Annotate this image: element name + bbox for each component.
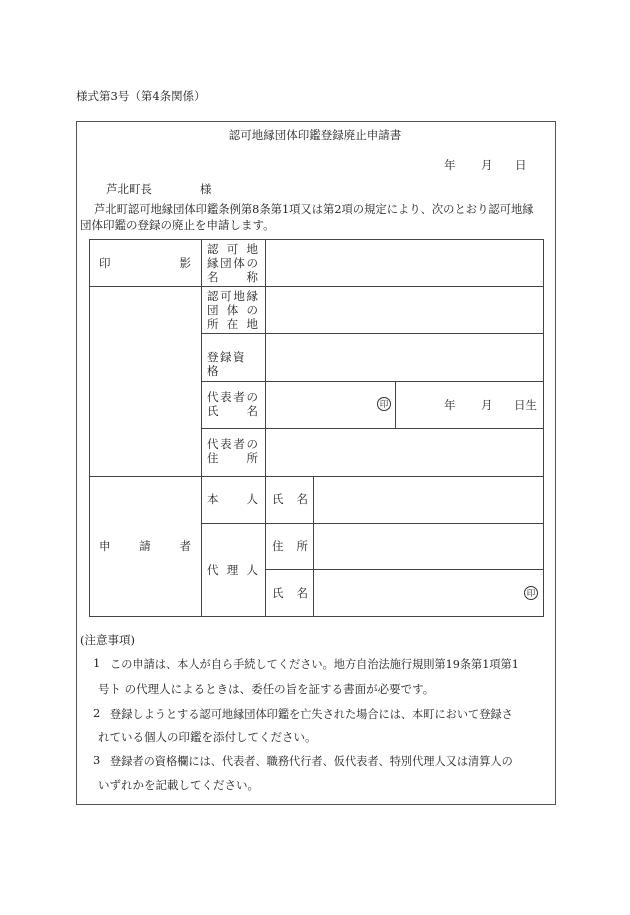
date-day: 日: [515, 158, 527, 172]
note-number: 3: [93, 753, 101, 767]
agent-address-label: 住 所: [272, 539, 308, 553]
notes-heading: (注意事項): [80, 633, 135, 647]
self-label: 本 人: [207, 492, 258, 506]
note-text-line2: れている個人の印鑑を添付してください。: [98, 730, 317, 744]
note-text-line1: この申請は、本人が自ら手続してください。地方自治法施行規則第19条第1項第1: [110, 658, 519, 671]
representative-address-field[interactable]: [266, 429, 543, 476]
seal-mark-icon: 印: [524, 586, 538, 600]
birth-month-label: 月: [481, 398, 493, 412]
registration-qualification-label: 登録資格: [207, 350, 246, 378]
note-text-line1: 登録者の資格欄には、代表者、職務代行者、仮代表者、特別代理人又は清算人の: [110, 755, 513, 768]
birth-day-label: 日生: [514, 398, 537, 412]
agent-address-field[interactable]: [314, 524, 543, 569]
seal-mark-icon: 印: [377, 397, 391, 411]
form-number: 様式第3号（第4条関係）: [76, 89, 206, 103]
self-name-field[interactable]: [314, 477, 543, 523]
date-month: 月: [481, 158, 493, 172]
representative-name-field[interactable]: [266, 382, 395, 428]
form-title: 認可地縁団体印鑑登録廃止申請書: [228, 128, 402, 142]
addressee-honorific: 様: [200, 182, 212, 196]
agent-label: 代 理 人: [207, 563, 258, 577]
note-text-line1: 登録しようとする認可地縁団体印鑑を亡失された場合には、本町において登録さ: [110, 708, 513, 721]
birth-year-label: 年: [444, 398, 456, 412]
table-line: [89, 239, 90, 616]
note-number: 2: [93, 706, 101, 720]
table-line: [395, 381, 396, 428]
note-text-line2: いずれかを記載してください。: [98, 778, 259, 792]
intro-text-line2: 団体印鑑の登録の廃止を申請します。: [80, 218, 275, 232]
org-address-field[interactable]: [266, 287, 543, 333]
date-year: 年: [444, 158, 456, 172]
self-name-label: 氏 名: [272, 492, 308, 506]
note-text-line2: 号ト の代理人によるときは、委任の旨を証する書面が必要です。: [98, 682, 435, 696]
agent-name-field[interactable]: [314, 570, 543, 616]
seal-impression-label: 印 影: [99, 256, 191, 270]
applicant-label: 申 請 者: [99, 539, 191, 553]
note-number: 1: [93, 656, 101, 670]
agent-name-label: 氏 名: [272, 586, 308, 600]
registration-qualification-field[interactable]: [266, 334, 543, 381]
org-name-field[interactable]: [266, 240, 543, 286]
table-line: [89, 616, 544, 617]
intro-text-line1: 芦北町認可地縁団体印鑑条例第8条第1項又は第2項の規定により、次のとおり認可地縁: [94, 203, 534, 216]
addressee-name: 芦北町長: [106, 182, 152, 196]
